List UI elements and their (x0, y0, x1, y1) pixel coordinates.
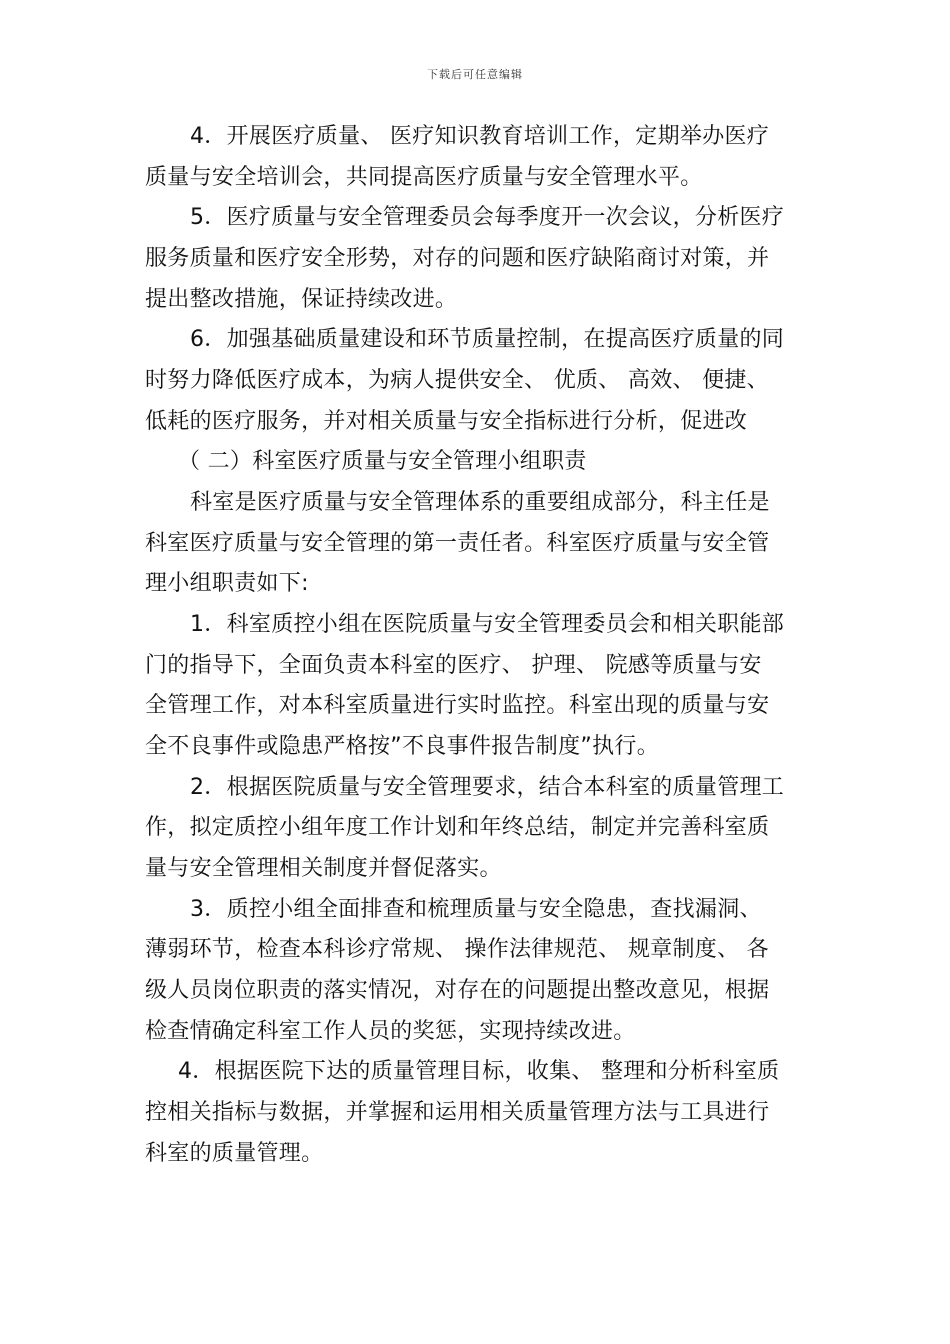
text-line: 3．质控小组全面排查和梳理质量与安全隐患，查找漏洞、 (190, 897, 762, 922)
text-line: 检查情确定科室工作人员的奖惩，实现持续改进。 (145, 1019, 636, 1044)
text-line: 5．医疗质量与安全管理委员会每季度开一次会议，分析医疗 (190, 205, 785, 230)
section-heading: （ 二）科室医疗质量与安全管理小组职责 (178, 449, 587, 474)
text-line: 低耗的医疗服务，并对相关质量与安全指标进行分析，促进改 (145, 409, 748, 434)
text-line: 全管理工作，对本科室质量进行实时监控。科室出现的质量与安 (145, 693, 770, 718)
text-line: 门的指导下，全面负责本科室的医疗、 护理、 院感等质量与安 (145, 653, 762, 678)
text-line: 理小组职责如下: (145, 571, 309, 596)
text-line: 服务质量和医疗安全形势，对存的问题和医疗缺陷商讨对策，并 (145, 246, 770, 271)
text-line: 6．加强基础质量建设和环节质量控制，在提高医疗质量的同 (190, 327, 785, 352)
text-line: 控相关指标与数据，并掌握和运用相关质量管理方法与工具进行 (145, 1100, 770, 1125)
text-line: 全不良事件或隐患严格按”不良事件报告制度”执行。 (145, 734, 659, 759)
text-line: 时努力降低医疗成本，为病人提供安全、 优质、 高效、 便捷、 (145, 368, 769, 393)
text-line: 提出整改措施，保证持续改进。 (145, 287, 458, 312)
text-line: 薄弱环节，检查本科诊疗常规、 操作法律规范、 规章制度、 各 (145, 937, 769, 962)
text-line: 量与安全管理相关制度并督促落实。 (145, 856, 502, 881)
text-line: 作，拟定质控小组年度工作计划和年终总结，制定并完善科室质 (145, 815, 770, 840)
text-line: 2．根据医院质量与安全管理要求，结合本科室的质量管理工 (190, 775, 785, 800)
page-header: 下载后可任意编辑 (427, 68, 523, 81)
text-line: 4．根据医院下达的质量管理目标，收集、 整理和分析科室质 (178, 1059, 780, 1084)
text-line: 4．开展医疗质量、 医疗知识教育培训工作，定期举办医疗 (190, 124, 770, 149)
text-line: 科室医疗质量与安全管理的第一责任者。科室医疗质量与安全管 (145, 531, 770, 556)
text-line: 1．科室质控小组在医院质量与安全管理委员会和相关职能部 (190, 612, 785, 637)
text-line: 科室的质量管理。 (145, 1141, 324, 1166)
text-line: 级人员岗位职责的落实情况，对存在的问题提出整改意见，根据 (145, 978, 770, 1003)
text-line: 质量与安全培训会，共同提高医疗质量与安全管理水平。 (145, 165, 703, 190)
text-line: 科室是医疗质量与安全管理体系的重要组成部分，科主任是 (190, 490, 770, 515)
